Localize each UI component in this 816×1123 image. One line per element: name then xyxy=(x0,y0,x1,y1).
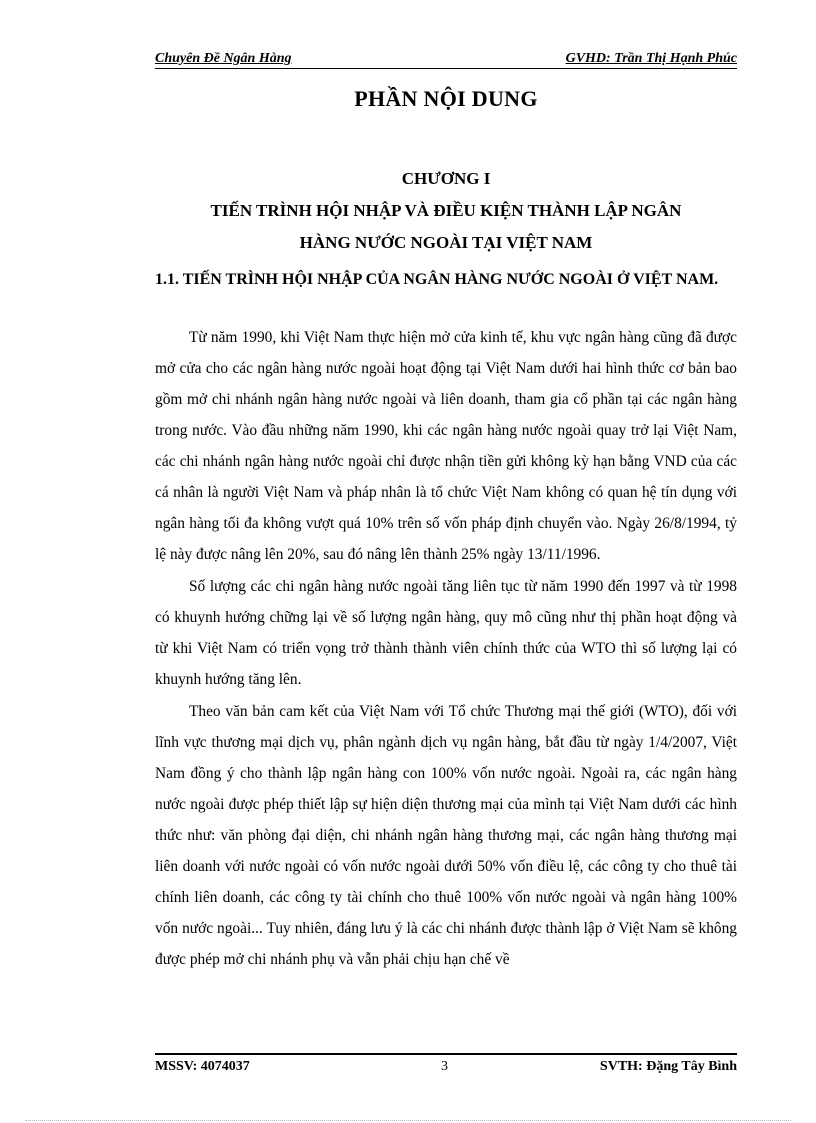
footer-student-name: SVTH: Đặng Tây Bình xyxy=(599,1059,737,1074)
page-footer xyxy=(155,1053,737,1075)
page-header xyxy=(155,50,737,69)
page-number: 3 xyxy=(441,1059,448,1074)
part-title: PHẦN NỘI DUNG xyxy=(354,86,538,111)
chapter-title-line-2: HÀNG NƯỚC NGOÀI TẠI VIỆT NAM xyxy=(299,233,593,252)
header-course-title: Chuyên Đề Ngân Hàng xyxy=(155,51,292,66)
body-text xyxy=(155,322,737,976)
section-heading: 1.1. TIẾN TRÌNH HỘI NHẬP CỦA NGÂN HÀNG NƯỚC NGOÀI Ở VIỆT NAM. xyxy=(155,271,719,288)
paragraph: Từ năm 1990, khi Việt Nam thực hiện mở cửa kinh tế, khu vực ngân hàng cũng đã được mở cửa cho các ngân hàng nước ngoài hoạt động tại Việt Nam dưới hai hình thức cơ bản bao gồm mở chi nhánh ngân hàng nước ngoài và liên doanh, tham gia cổ phần tại các ngân hàng trong nước. Vào đầu những năm 1990, khi các ngân hàng nước ngoài quay trở lại Việt Nam, các chi nhánh ngân hàng nước ngoài chỉ được nhận tiền gửi không kỳ hạn bằng VND của các cá nhân là người Việt Nam và pháp nhân là tổ chức Việt Nam không có quan hệ tín dụng với ngân hàng tối đa không vượt quá 10% trên số vốn pháp định chuyển vào. Ngày 26/8/1994, tỷ lệ này được nâng lên 20%, sau đó nâng lên thành 25% ngày 13/11/1996. xyxy=(155,329,737,563)
paragraph: Theo văn bản cam kết của Việt Nam với Tổ chức Thương mại thế giới (WTO), đối với lĩnh vực thương mại dịch vụ, phân ngành dịch vụ ngân hàng, bắt đầu từ ngày 1/4/2007, Việt Nam đồng ý cho thành lập ngân hàng con 100% vốn nước ngoài. Ngoài ra, các ngân hàng nước ngoài được phép thiết lập sự hiện diện thương mại của mình tại Việt Nam dưới các hình thức như: văn phòng đại diện, chi nhánh ngân hàng thương mại, các ngân hàng thương mại liên doanh với nước ngoài có vốn nước ngoài dưới 50% vốn điều lệ, các công ty cho thuê tài chính liên doanh, các công ty tài chính cho thuê 100% vốn nước ngoài và ngân hàng 100% vốn nước ngoài... Tuy nhiên, đáng lưu ý là các chi nhánh được thành lập ở Việt Nam sẽ không được phép mở chi nhánh phụ và vẫn phải chịu hạn chế về xyxy=(155,703,737,968)
page-edge-divider xyxy=(25,1120,791,1121)
chapter-label: CHƯƠNG I xyxy=(401,169,491,188)
footer-student-id: MSSV: 4074037 xyxy=(155,1059,250,1074)
chapter-title-line-1: TIẾN TRÌNH HỘI NHẬP VÀ ĐIỀU KIỆN THÀNH LẬP NGÂN xyxy=(210,201,682,220)
header-advisor: GVHD: Trần Thị Hạnh Phúc xyxy=(565,51,737,66)
paragraph: Số lượng các chi ngân hàng nước ngoài tăng liên tục từ năm 1990 đến 1997 và từ 1998 có khuynh hướng chững lại về số lượng ngân hàng, quy mô cũng như thị phần hoạt động và từ khi Việt Nam có triển vọng trở thành thành viên chính thức của WTO thì số lượng lại có khuynh hướng tăng lên. xyxy=(155,578,737,688)
